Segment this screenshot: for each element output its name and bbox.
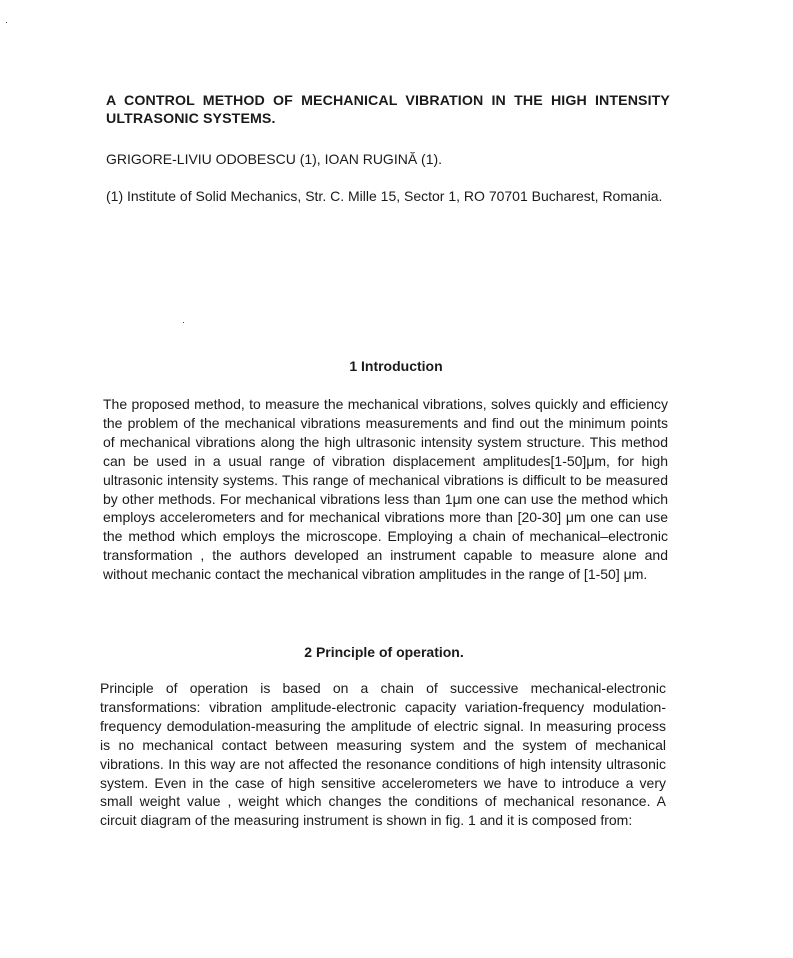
section-heading-principle: 2 Principle of operation. — [304, 644, 464, 660]
paper-affiliation: (1) Institute of Solid Mechanics, Str. C. Mille 15, Sector 1, RO 70701 Bucharest, Romania. — [106, 188, 663, 204]
section-body-introduction: The proposed method, to measure the mechanical vibrations, solves quickly and efficiency the problem of the mechanical vibrations measurements and find out the minimum points of mechanical vibrations along the high ultrasonic intensity system structure. This method can be used in a usual range of vibration displacement amplitudes[1-50]μm, for high ultrasonic intensity systems. This range of mechanical vibrations is difficult to be measured by other methods. For mechanical vibrations less than 1μm one can use the method which employs accelerometers and for mechanical vibrations more than [20-30] μm one can use the method which employs the microscope. Employing a chain of mechanical–electronic transformation , the authors developed an instrument capable to measure alone and without mechanic contact the mechanical vibration amplitudes in the range of [1-50] μm. — [103, 396, 668, 583]
section-heading-introduction: 1 Introduction — [349, 358, 443, 374]
paper-title: A CONTROL METHOD OF MECHANICAL VIBRATION IN THE HIGH INTENSITY ULTRASONIC SYSTEMS. — [106, 93, 670, 127]
section-body-principle: Principle of operation is based on a chain of successive mechanical-electronic transformations: vibration amplitude-electronic capacity variation-frequency modulation-frequency demodulation-measuring the amplitude of electric signal. In measuring process is no mechanical contact between measuring system and the system of mechanical vibrations. In this way are not affected the resonance conditions of high intensity ultrasonic system. Even in the case of high sensitive accelerometers we have to introduce a very small weight value , weight which changes the conditions of mechanical resonance. A circuit diagram of the measuring instrument is shown in fig. 1 and it is composed from: — [100, 680, 666, 829]
scan-speck — [183, 322, 184, 323]
paper-authors: GRIGORE-LIVIU ODOBESCU (1), IOAN RUGINĂ (1). — [106, 151, 443, 167]
scan-speck — [6, 22, 7, 23]
